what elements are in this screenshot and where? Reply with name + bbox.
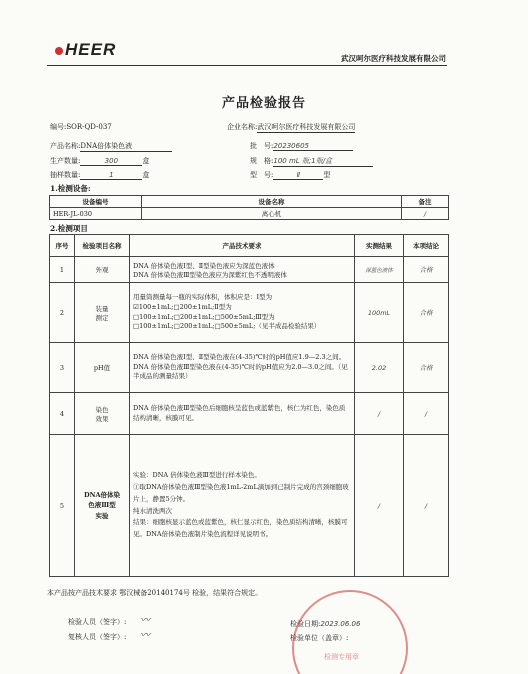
code-field xyxy=(50,122,112,132)
qty-unit: 盒 xyxy=(142,157,150,165)
sample-unit: 盒 xyxy=(142,171,150,179)
item-name: pH值 xyxy=(75,343,130,393)
logo-dot-icon xyxy=(55,47,63,55)
item-no: 1 xyxy=(50,257,75,283)
enterprise-value: 武汉呵尔医疗科技发展有限公司 xyxy=(257,123,356,131)
item-row xyxy=(50,343,449,393)
sample-value: 1 xyxy=(80,171,142,180)
item-conclusion: / xyxy=(404,435,449,577)
batch-label: 批 号: xyxy=(250,142,274,150)
sample-label: 抽样数量: xyxy=(50,171,81,179)
reviewer-label: 复核人员（签字）: xyxy=(68,633,127,641)
model-unit: 型 xyxy=(323,171,331,179)
spec-label: 规 格: xyxy=(250,157,274,165)
item-requirement: 实验：DNA 倍体染色液Ⅲ型进行样本染色。 ①取DNA倍体染色液Ⅲ型染色液1mL-2mL滴加到已制片完成的宫颈细胞玻片上，静置5分钟。 纯水清洗两次 结果：细胞核显示蓝色或蓝紫色，核仁显示红色，染色质结构清晰，核膜可见。DNA倍体染色液制片染色流程详见说明书。 xyxy=(130,435,355,577)
inspector-label: 检验人员（签字）: xyxy=(68,618,127,626)
item-result: / xyxy=(355,435,404,577)
item-row xyxy=(50,257,449,283)
items-header-cell: 实测结果 xyxy=(355,235,404,257)
batch-value: 20230605 xyxy=(273,142,353,151)
batch-field xyxy=(250,141,353,151)
item-requirement: DNA 倍体染色液Ⅰ型、Ⅱ型染色液在(4-35)℃时的pH值应1.9—2.3之间。 DNA 倍体染色液Ⅲ型染色液在(4-35)℃时的pH值应为2.0—3.0之间。（见半成品的测量结果） xyxy=(130,343,355,393)
items-section-title: 2.检测项目 xyxy=(50,224,88,233)
heer-logo xyxy=(55,40,116,60)
date-value: 2023.06.06 xyxy=(320,620,361,628)
header-rule xyxy=(47,65,447,66)
item-requirement: DNA 倍体染色液Ⅲ型染色后细胞核呈蓝色或蓝紫色，核仁为红色，染色质结构清晰，核膜可见。 xyxy=(130,393,355,435)
item-conclusion: / xyxy=(404,393,449,435)
spec-value: 100 mL 瓶;1瓶/盒 xyxy=(273,156,373,167)
item-conclusion: 合格 xyxy=(404,343,449,393)
item-row xyxy=(50,283,449,343)
model-label: 型 号: xyxy=(250,171,274,179)
equipment-header-cell: 设备名称 xyxy=(142,196,402,208)
equipment-header-cell: 备注 xyxy=(402,196,449,208)
stamp-text: 检测专用章 xyxy=(324,653,359,661)
model-value: Ⅱ xyxy=(273,171,323,180)
qty-label: 生产数量: xyxy=(50,157,81,165)
equipment-cell: 离心机 xyxy=(142,208,402,220)
unit-label: 检验单位（盖章）: xyxy=(290,634,349,642)
item-conclusion: 合格 xyxy=(404,283,449,343)
equipment-cell: HER-JL-030 xyxy=(50,208,142,220)
items-header-cell: 产品技术要求 xyxy=(130,235,355,257)
item-no: 3 xyxy=(50,343,75,393)
header-company: 武汉呵尔医疗科技发展有限公司 xyxy=(341,54,446,63)
inspector-signature: 〰 xyxy=(140,615,150,626)
item-name: 染色 效果 xyxy=(75,393,130,435)
equipment-row xyxy=(50,208,449,220)
model-field xyxy=(250,170,330,180)
item-name: DNA倍体染 色液Ⅲ型 实验 xyxy=(75,435,130,577)
equipment-cell: / xyxy=(402,208,449,220)
enterprise-label: 企业名称: xyxy=(227,123,258,131)
equipment-section-title: 1.检测设备: xyxy=(50,184,91,193)
item-requirement: 用量筒测量每一瓶的实际体积，体积应是：Ⅰ型为☑100±1mL;□200±1mL;Ⅱ型为□100±1mL;□200±1mL;□500±5mL;Ⅲ型为□100±1mL;□200±1mL;□500±5mL;（见半成品检验结果） xyxy=(130,283,355,343)
equipment-header-cell: 设备编号 xyxy=(50,196,142,208)
qty-field xyxy=(50,156,149,166)
item-result: / xyxy=(355,393,404,435)
enterprise-field xyxy=(227,122,355,133)
item-no: 2 xyxy=(50,283,75,343)
item-row xyxy=(50,435,449,577)
equipment-table xyxy=(49,195,449,220)
items-header-cell: 检验项目名称 xyxy=(75,235,130,257)
inspection-stamp xyxy=(292,590,408,674)
code-label: 编号: xyxy=(50,123,67,131)
sample-field xyxy=(50,170,149,180)
date-label: 检验日期: xyxy=(290,620,321,628)
item-name: 外观 xyxy=(75,257,130,283)
item-result: 2.02 xyxy=(355,343,404,393)
item-no: 4 xyxy=(50,393,75,435)
equipment-header-row xyxy=(50,196,449,208)
qty-value: 300 xyxy=(80,157,142,166)
product-label: 产品名称: xyxy=(50,142,81,150)
reviewer-signature: 〰 xyxy=(140,630,150,641)
item-conclusion: 合格 xyxy=(404,257,449,283)
product-value: DNA倍体染色液 xyxy=(80,141,172,152)
page-title: 产品检验报告 xyxy=(221,96,306,111)
items-table xyxy=(49,234,449,577)
product-field xyxy=(50,141,172,152)
item-result: 100mL xyxy=(355,283,404,343)
item-requirement: DNA 倍体染色液Ⅰ型、Ⅱ型染色液应为深蓝色液体 DNA 倍体染色液Ⅲ型染色液应为深紫红色不透明液体 xyxy=(130,257,355,283)
footer-note: 本产品按产品技术要求 鄂汉械备20140174号 检验，结果符合规定。 xyxy=(47,589,263,597)
items-header-row xyxy=(50,235,449,257)
spec-field xyxy=(250,156,373,167)
logo-text: HEER xyxy=(65,40,117,59)
item-result: 深蓝色液体 xyxy=(355,257,404,283)
item-no: 5 xyxy=(50,435,75,577)
items-header-cell: 本项结论 xyxy=(404,235,449,257)
item-row xyxy=(50,393,449,435)
item-name: 装量 测定 xyxy=(75,283,130,343)
code-value: SOR-QD-037 xyxy=(66,123,112,131)
items-header-cell: 序号 xyxy=(50,235,75,257)
